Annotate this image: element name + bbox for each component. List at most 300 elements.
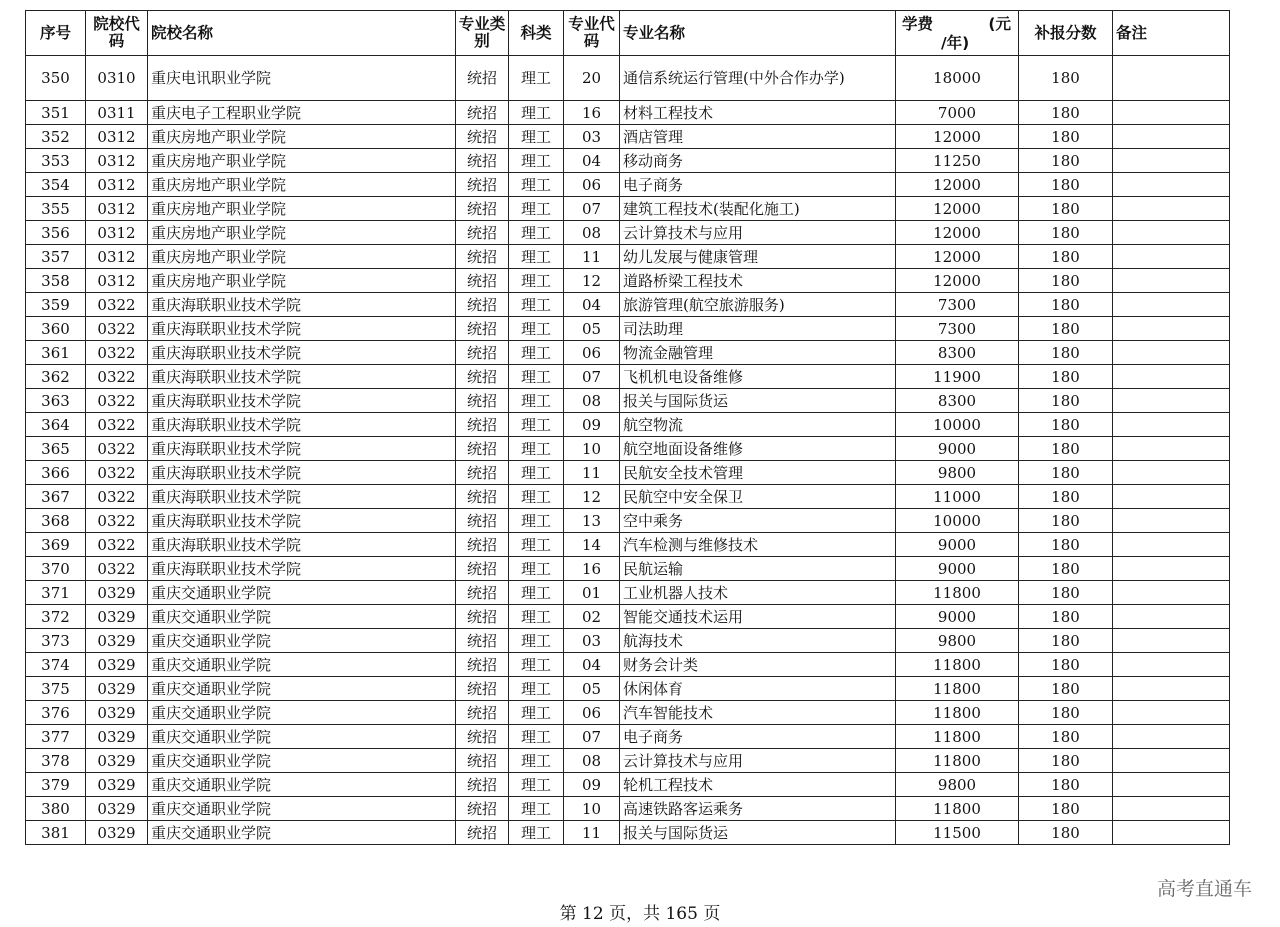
cell-fee: 12000 [896, 125, 1019, 149]
table-row [26, 725, 1230, 749]
table-row [26, 413, 1230, 437]
cell-fee: 11800 [896, 653, 1019, 677]
cell-major-category: 统招 [456, 605, 509, 629]
cell-major-name: 高速铁路客运乘务 [620, 797, 896, 821]
cell-subject: 理工 [509, 725, 564, 749]
cell-school-name: 重庆海联职业技术学院 [148, 485, 456, 509]
cell-major-name: 轮机工程技术 [620, 773, 896, 797]
cell-school-code: 0329 [86, 605, 148, 629]
cell-score: 180 [1019, 485, 1113, 509]
cell-school-code: 0322 [86, 293, 148, 317]
cell-major-code: 12 [564, 269, 620, 293]
cell-seq: 369 [26, 533, 86, 557]
cell-score: 180 [1019, 197, 1113, 221]
cell-school-name: 重庆海联职业技术学院 [148, 365, 456, 389]
cell-fee: 12000 [896, 269, 1019, 293]
cell-fee: 12000 [896, 245, 1019, 269]
cell-major-code: 07 [564, 365, 620, 389]
admission-table [25, 10, 1230, 845]
cell-remark [1113, 245, 1230, 269]
cell-subject: 理工 [509, 605, 564, 629]
cell-subject: 理工 [509, 413, 564, 437]
cell-major-category: 统招 [456, 389, 509, 413]
cell-score: 180 [1019, 461, 1113, 485]
cell-remark [1113, 677, 1230, 701]
cell-seq: 352 [26, 125, 86, 149]
cell-fee: 11250 [896, 149, 1019, 173]
cell-major-code: 04 [564, 293, 620, 317]
cell-school-code: 0329 [86, 701, 148, 725]
cell-score: 180 [1019, 797, 1113, 821]
cell-school-code: 0329 [86, 725, 148, 749]
cell-seq: 350 [26, 56, 86, 101]
cell-major-name: 民航空中安全保卫 [620, 485, 896, 509]
cell-major-category: 统招 [456, 725, 509, 749]
cell-school-code: 0329 [86, 653, 148, 677]
cell-school-name: 重庆海联职业技术学院 [148, 533, 456, 557]
cell-major-code: 04 [564, 149, 620, 173]
cell-fee: 11500 [896, 821, 1019, 845]
cell-score: 180 [1019, 773, 1113, 797]
cell-remark [1113, 197, 1230, 221]
cell-school-code: 0329 [86, 581, 148, 605]
cell-remark [1113, 557, 1230, 581]
table-row [26, 197, 1230, 221]
table-row [26, 821, 1230, 845]
cell-score: 180 [1019, 389, 1113, 413]
table-row [26, 581, 1230, 605]
cell-major-category: 统招 [456, 269, 509, 293]
cell-seq: 354 [26, 173, 86, 197]
cell-school-name: 重庆房地产职业学院 [148, 173, 456, 197]
cell-seq: 374 [26, 653, 86, 677]
table-row [26, 56, 1230, 101]
table-row [26, 533, 1230, 557]
cell-fee: 8300 [896, 341, 1019, 365]
cell-major-name: 电子商务 [620, 725, 896, 749]
cell-school-code: 0322 [86, 341, 148, 365]
cell-major-code: 03 [564, 629, 620, 653]
header-major-code: 专业代码 [564, 11, 620, 56]
cell-major-code: 07 [564, 725, 620, 749]
cell-school-name: 重庆房地产职业学院 [148, 197, 456, 221]
cell-fee: 7300 [896, 293, 1019, 317]
cell-seq: 372 [26, 605, 86, 629]
cell-major-name: 民航运输 [620, 557, 896, 581]
cell-seq: 380 [26, 797, 86, 821]
cell-major-code: 03 [564, 125, 620, 149]
cell-score: 180 [1019, 101, 1113, 125]
cell-seq: 368 [26, 509, 86, 533]
cell-fee: 12000 [896, 221, 1019, 245]
cell-score: 180 [1019, 56, 1113, 101]
cell-score: 180 [1019, 677, 1113, 701]
cell-seq: 361 [26, 341, 86, 365]
cell-school-code: 0329 [86, 821, 148, 845]
cell-major-category: 统招 [456, 245, 509, 269]
cell-seq: 355 [26, 197, 86, 221]
cell-remark [1113, 221, 1230, 245]
cell-score: 180 [1019, 509, 1113, 533]
cell-school-name: 重庆交通职业学院 [148, 797, 456, 821]
header-remark: 备注 [1113, 11, 1230, 56]
cell-score: 180 [1019, 173, 1113, 197]
cell-fee: 7300 [896, 317, 1019, 341]
cell-school-code: 0312 [86, 173, 148, 197]
cell-subject: 理工 [509, 461, 564, 485]
cell-subject: 理工 [509, 317, 564, 341]
cell-subject: 理工 [509, 56, 564, 101]
cell-school-code: 0329 [86, 677, 148, 701]
cell-major-category: 统招 [456, 317, 509, 341]
cell-fee: 12000 [896, 197, 1019, 221]
cell-major-name: 航海技术 [620, 629, 896, 653]
cell-major-code: 16 [564, 101, 620, 125]
cell-seq: 370 [26, 557, 86, 581]
cell-remark [1113, 149, 1230, 173]
cell-major-category: 统招 [456, 365, 509, 389]
table-header-row [26, 11, 1230, 56]
cell-seq: 356 [26, 221, 86, 245]
cell-school-name: 重庆交通职业学院 [148, 821, 456, 845]
cell-fee: 12000 [896, 173, 1019, 197]
cell-major-code: 04 [564, 653, 620, 677]
table-row [26, 101, 1230, 125]
cell-major-category: 统招 [456, 533, 509, 557]
cell-seq: 359 [26, 293, 86, 317]
cell-major-category: 统招 [456, 437, 509, 461]
cell-major-category: 统招 [456, 221, 509, 245]
table-row [26, 365, 1230, 389]
cell-major-name: 财务会计类 [620, 653, 896, 677]
cell-major-category: 统招 [456, 149, 509, 173]
cell-major-code: 06 [564, 701, 620, 725]
cell-major-category: 统招 [456, 677, 509, 701]
cell-seq: 366 [26, 461, 86, 485]
cell-seq: 365 [26, 437, 86, 461]
cell-major-category: 统招 [456, 485, 509, 509]
cell-school-code: 0322 [86, 437, 148, 461]
cell-major-name: 建筑工程技术(装配化施工) [620, 197, 896, 221]
cell-subject: 理工 [509, 389, 564, 413]
cell-school-code: 0312 [86, 149, 148, 173]
cell-school-name: 重庆海联职业技术学院 [148, 509, 456, 533]
cell-major-code: 12 [564, 485, 620, 509]
cell-seq: 379 [26, 773, 86, 797]
cell-score: 180 [1019, 701, 1113, 725]
cell-score: 180 [1019, 437, 1113, 461]
cell-remark [1113, 701, 1230, 725]
cell-subject: 理工 [509, 797, 564, 821]
cell-major-category: 统招 [456, 701, 509, 725]
cell-subject: 理工 [509, 173, 564, 197]
cell-score: 180 [1019, 581, 1113, 605]
table-row [26, 221, 1230, 245]
cell-school-name: 重庆交通职业学院 [148, 581, 456, 605]
cell-fee: 11000 [896, 485, 1019, 509]
cell-remark [1113, 269, 1230, 293]
cell-major-name: 空中乘务 [620, 509, 896, 533]
cell-school-code: 0312 [86, 269, 148, 293]
cell-score: 180 [1019, 605, 1113, 629]
cell-major-name: 航空物流 [620, 413, 896, 437]
cell-major-code: 16 [564, 557, 620, 581]
cell-score: 180 [1019, 149, 1113, 173]
table-row [26, 125, 1230, 149]
cell-school-name: 重庆房地产职业学院 [148, 269, 456, 293]
cell-major-category: 统招 [456, 653, 509, 677]
cell-score: 180 [1019, 533, 1113, 557]
cell-remark [1113, 293, 1230, 317]
cell-remark [1113, 725, 1230, 749]
cell-school-code: 0312 [86, 221, 148, 245]
cell-seq: 373 [26, 629, 86, 653]
cell-school-code: 0329 [86, 629, 148, 653]
cell-major-name: 报关与国际货运 [620, 389, 896, 413]
cell-school-name: 重庆电子工程职业学院 [148, 101, 456, 125]
cell-remark [1113, 461, 1230, 485]
cell-major-code: 08 [564, 221, 620, 245]
cell-major-code: 13 [564, 509, 620, 533]
table-row [26, 773, 1230, 797]
cell-major-category: 统招 [456, 293, 509, 317]
cell-score: 180 [1019, 821, 1113, 845]
cell-fee: 10000 [896, 413, 1019, 437]
cell-subject: 理工 [509, 485, 564, 509]
cell-remark [1113, 437, 1230, 461]
header-fee-label: 学费 [902, 15, 934, 33]
cell-major-name: 汽车智能技术 [620, 701, 896, 725]
cell-subject: 理工 [509, 125, 564, 149]
cell-major-category: 统招 [456, 413, 509, 437]
cell-fee: 8300 [896, 389, 1019, 413]
cell-fee: 9000 [896, 533, 1019, 557]
table-row [26, 653, 1230, 677]
cell-major-code: 09 [564, 773, 620, 797]
cell-major-code: 10 [564, 437, 620, 461]
cell-school-code: 0312 [86, 125, 148, 149]
cell-score: 180 [1019, 269, 1113, 293]
cell-fee: 9000 [896, 557, 1019, 581]
cell-remark [1113, 317, 1230, 341]
cell-subject: 理工 [509, 245, 564, 269]
header-fee-unit-close: /年) [941, 34, 970, 52]
table-row [26, 485, 1230, 509]
cell-school-code: 0322 [86, 365, 148, 389]
cell-school-name: 重庆房地产职业学院 [148, 221, 456, 245]
cell-remark [1113, 581, 1230, 605]
cell-major-category: 统招 [456, 341, 509, 365]
cell-remark [1113, 365, 1230, 389]
cell-subject: 理工 [509, 365, 564, 389]
cell-score: 180 [1019, 317, 1113, 341]
cell-school-code: 0312 [86, 197, 148, 221]
header-major-category: 专业类别 [456, 11, 509, 56]
cell-major-name: 移动商务 [620, 149, 896, 173]
cell-subject: 理工 [509, 149, 564, 173]
cell-seq: 367 [26, 485, 86, 509]
cell-remark [1113, 821, 1230, 845]
cell-major-name: 报关与国际货运 [620, 821, 896, 845]
cell-score: 180 [1019, 293, 1113, 317]
cell-subject: 理工 [509, 533, 564, 557]
cell-school-name: 重庆交通职业学院 [148, 605, 456, 629]
cell-school-code: 0322 [86, 413, 148, 437]
cell-score: 180 [1019, 653, 1113, 677]
cell-major-name: 航空地面设备维修 [620, 437, 896, 461]
table-row [26, 269, 1230, 293]
cell-major-category: 统招 [456, 56, 509, 101]
cell-major-code: 01 [564, 581, 620, 605]
cell-school-code: 0322 [86, 485, 148, 509]
cell-major-name: 民航安全技术管理 [620, 461, 896, 485]
cell-remark [1113, 101, 1230, 125]
table-row [26, 461, 1230, 485]
cell-subject: 理工 [509, 701, 564, 725]
cell-subject: 理工 [509, 221, 564, 245]
cell-remark [1113, 413, 1230, 437]
cell-school-name: 重庆交通职业学院 [148, 749, 456, 773]
cell-major-name: 幼儿发展与健康管理 [620, 245, 896, 269]
cell-major-code: 09 [564, 413, 620, 437]
table-row [26, 629, 1230, 653]
cell-remark [1113, 605, 1230, 629]
table-row [26, 677, 1230, 701]
cell-major-name: 飞机机电设备维修 [620, 365, 896, 389]
cell-subject: 理工 [509, 629, 564, 653]
header-school-name: 院校名称 [148, 11, 456, 56]
cell-school-code: 0322 [86, 389, 148, 413]
cell-school-name: 重庆交通职业学院 [148, 677, 456, 701]
cell-seq: 351 [26, 101, 86, 125]
cell-major-category: 统招 [456, 557, 509, 581]
cell-remark [1113, 56, 1230, 101]
cell-school-name: 重庆电讯职业学院 [148, 56, 456, 101]
cell-score: 180 [1019, 365, 1113, 389]
table-row [26, 509, 1230, 533]
cell-fee: 11800 [896, 701, 1019, 725]
header-score: 补报分数 [1019, 11, 1113, 56]
cell-school-name: 重庆海联职业技术学院 [148, 317, 456, 341]
cell-subject: 理工 [509, 509, 564, 533]
cell-major-name: 旅游管理(航空旅游服务) [620, 293, 896, 317]
cell-school-code: 0322 [86, 533, 148, 557]
cell-major-code: 14 [564, 533, 620, 557]
cell-major-name: 物流金融管理 [620, 341, 896, 365]
cell-major-category: 统招 [456, 461, 509, 485]
cell-seq: 358 [26, 269, 86, 293]
cell-seq: 375 [26, 677, 86, 701]
cell-seq: 381 [26, 821, 86, 845]
cell-school-name: 重庆海联职业技术学院 [148, 341, 456, 365]
cell-major-code: 06 [564, 341, 620, 365]
page-footer: 第 12 页，共 165 页 [559, 904, 721, 924]
cell-school-name: 重庆交通职业学院 [148, 773, 456, 797]
cell-remark [1113, 173, 1230, 197]
cell-subject: 理工 [509, 821, 564, 845]
cell-major-category: 统招 [456, 101, 509, 125]
header-subject: 科类 [509, 11, 564, 56]
header-school-code: 院校代码 [86, 11, 148, 56]
cell-score: 180 [1019, 749, 1113, 773]
watermark: 高考直通车 [1156, 878, 1252, 900]
cell-score: 180 [1019, 557, 1113, 581]
cell-major-category: 统招 [456, 197, 509, 221]
table-row [26, 341, 1230, 365]
cell-fee: 11800 [896, 797, 1019, 821]
cell-remark [1113, 653, 1230, 677]
cell-school-code: 0322 [86, 317, 148, 341]
cell-school-name: 重庆海联职业技术学院 [148, 437, 456, 461]
cell-major-name: 工业机器人技术 [620, 581, 896, 605]
cell-major-code: 11 [564, 245, 620, 269]
cell-school-code: 0322 [86, 509, 148, 533]
cell-remark [1113, 485, 1230, 509]
cell-major-name: 汽车检测与维修技术 [620, 533, 896, 557]
cell-major-category: 统招 [456, 797, 509, 821]
cell-remark [1113, 749, 1230, 773]
cell-fee: 9000 [896, 605, 1019, 629]
cell-major-category: 统招 [456, 821, 509, 845]
cell-major-name: 材料工程技术 [620, 101, 896, 125]
cell-school-name: 重庆海联职业技术学院 [148, 461, 456, 485]
table-row [26, 797, 1230, 821]
cell-score: 180 [1019, 125, 1113, 149]
table-row [26, 149, 1230, 173]
cell-major-name: 云计算技术与应用 [620, 749, 896, 773]
cell-school-name: 重庆海联职业技术学院 [148, 389, 456, 413]
table-row [26, 749, 1230, 773]
cell-subject: 理工 [509, 197, 564, 221]
cell-remark [1113, 629, 1230, 653]
cell-major-code: 11 [564, 821, 620, 845]
cell-major-code: 10 [564, 797, 620, 821]
cell-seq: 371 [26, 581, 86, 605]
cell-remark [1113, 389, 1230, 413]
cell-major-code: 08 [564, 389, 620, 413]
cell-fee: 10000 [896, 509, 1019, 533]
cell-seq: 360 [26, 317, 86, 341]
cell-fee: 11900 [896, 365, 1019, 389]
cell-subject: 理工 [509, 677, 564, 701]
cell-remark [1113, 773, 1230, 797]
cell-school-name: 重庆房地产职业学院 [148, 149, 456, 173]
cell-major-category: 统招 [456, 749, 509, 773]
cell-major-code: 20 [564, 56, 620, 101]
cell-fee: 9800 [896, 461, 1019, 485]
cell-school-code: 0322 [86, 557, 148, 581]
cell-fee: 18000 [896, 56, 1019, 101]
cell-school-name: 重庆海联职业技术学院 [148, 293, 456, 317]
table-row [26, 293, 1230, 317]
cell-major-code: 07 [564, 197, 620, 221]
cell-school-code: 0329 [86, 797, 148, 821]
cell-major-name: 道路桥梁工程技术 [620, 269, 896, 293]
cell-subject: 理工 [509, 341, 564, 365]
table-row [26, 701, 1230, 725]
cell-fee: 7000 [896, 101, 1019, 125]
table-row [26, 317, 1230, 341]
cell-seq: 362 [26, 365, 86, 389]
table-row [26, 173, 1230, 197]
cell-major-code: 08 [564, 749, 620, 773]
cell-fee: 9000 [896, 437, 1019, 461]
table-row [26, 605, 1230, 629]
cell-score: 180 [1019, 725, 1113, 749]
cell-major-name: 智能交通技术运用 [620, 605, 896, 629]
cell-remark [1113, 125, 1230, 149]
cell-major-category: 统招 [456, 581, 509, 605]
